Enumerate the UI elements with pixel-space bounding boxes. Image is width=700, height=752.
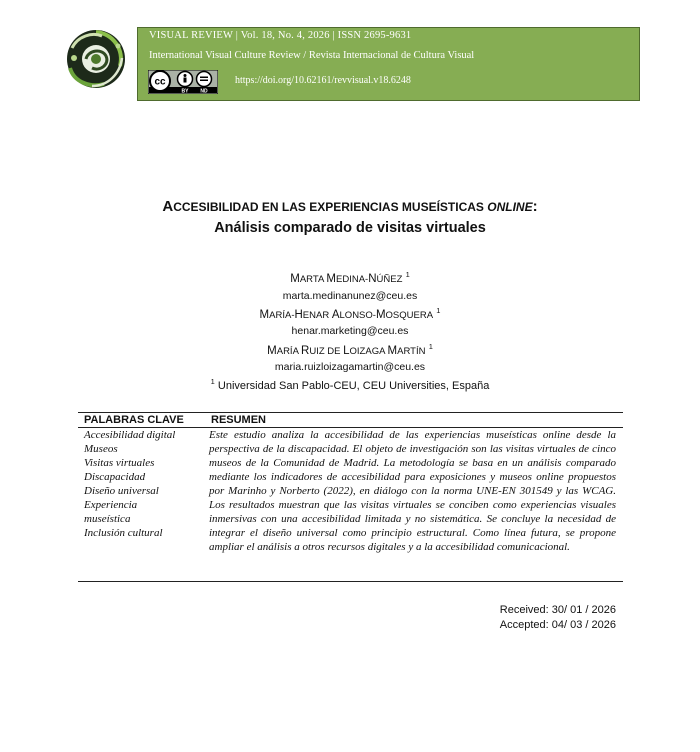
author-2-email[interactable]: henar.marketing@ceu.es xyxy=(291,325,409,337)
journal-volume-line: VISUAL REVIEW | Vol. 18, No. 4, 2026 | ISSN 2695-9631 xyxy=(149,30,412,41)
keyword-item: Discapacidad xyxy=(84,471,146,483)
keywords-header: PALABRAS CLAVE xyxy=(84,414,184,426)
table-top-rule xyxy=(78,412,623,413)
keyword-item: Museos xyxy=(84,443,118,455)
author-2-name: MARÍA-HENAR ALONSO-MOSQUERA $^1$ xyxy=(259,306,441,321)
journal-banner xyxy=(137,27,640,101)
submission-dates xyxy=(500,603,616,633)
table-bottom-rule xyxy=(78,581,623,582)
journal-name-line: International Visual Culture Review / Revista Internacional de Cultura Visual xyxy=(149,50,475,61)
keyword-item: Experiencia xyxy=(84,499,138,511)
abstract-header: RESUMEN xyxy=(211,414,267,426)
abstract-text: Este estudio analiza la accesibilidad de las experiencias museísticas online desde la perspectiva de la discapacidad. El objeto de investigación son las visitas virtuales de cinco museos de la Comunidad de Madrid. La metodología se basa en un análisis comparado mediante los indicadores de accesibilidad para exposiciones y museos online propuestos por Marinho y Norberto (2022), en diálogo con la norma UNE-EN 301549 y las WCAG. Los resultados muestran que las visitas virtuales se conciben como experiencias visuales inmersivas con una accesibilidad limitada y no sistemática. Se concluye la necesidad de integrar el diseño universal como principio estructural. Como línea futura, se propone ampliar el análisis a otros recursos digitales y a la accesibilidad comunicacional. xyxy=(209,429,616,553)
cc-by-nd-license-badge[interactable] xyxy=(148,70,218,94)
author-3-email[interactable]: maria.ruizloizagamartin@ceu.es xyxy=(274,361,426,373)
keyword-item: museística xyxy=(84,513,131,525)
cc-text: cc xyxy=(154,76,166,88)
author-3-name: MARÍA RUIZ DE LOIZAGA MARTÍN $^1$ xyxy=(267,342,433,357)
article-title-line2: Análisis comparado de visitas virtuales xyxy=(214,220,486,236)
accepted-date: Accepted: 04/ 03 / 2026 xyxy=(499,619,616,631)
keyword-item: Diseño universal xyxy=(84,485,159,497)
author-1-email[interactable]: marta.medinanunez@ceu.es xyxy=(282,290,418,302)
received-date: Received: 30/ 01 / 2026 xyxy=(499,604,616,616)
keywords-list xyxy=(84,428,204,540)
keyword-item: Visitas virtuales xyxy=(84,457,155,469)
doi-link[interactable]: https://doi.org/10.62161/revvisual.v18.6248 xyxy=(235,75,411,86)
keyword-item: Inclusión cultural xyxy=(84,527,163,539)
article-title-line1: ACCESIBILIDAD EN LAS EXPERIENCIAS MUSEÍSTICAS ONLINE: xyxy=(162,198,538,215)
affiliation: $^1$ Universidad San Pablo-CEU, CEU Universities, España xyxy=(210,377,490,392)
nd-text: ND xyxy=(200,88,208,94)
keyword-item: Accesibilidad digital xyxy=(84,429,176,441)
journal-logo xyxy=(62,28,130,90)
author-1-name: MARTA MEDINA-NÚÑEZ $^1$ xyxy=(290,270,410,285)
by-text: BY xyxy=(181,88,189,94)
